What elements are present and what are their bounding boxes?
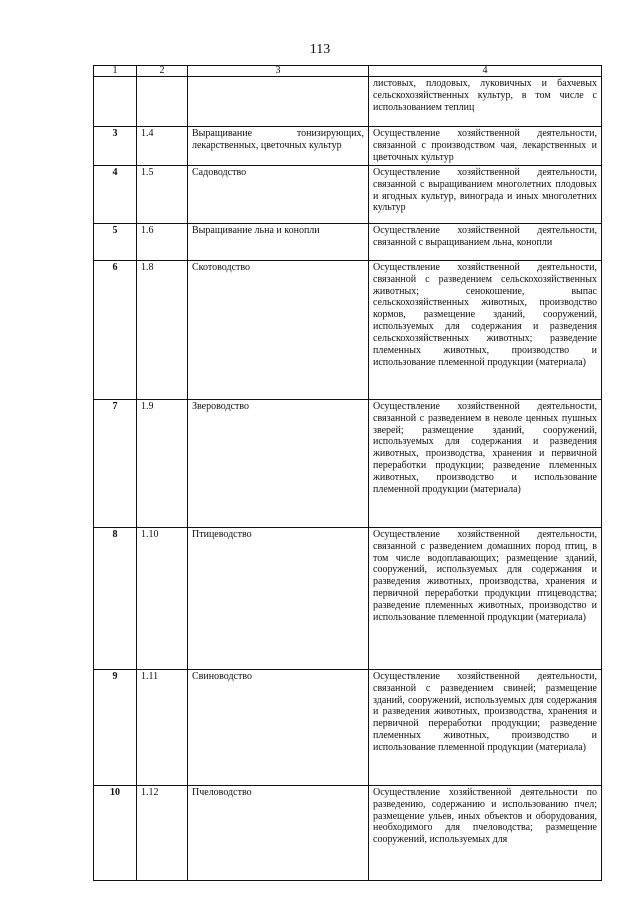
- table-row: [94, 399, 602, 527]
- description-cell: Осуществление хозяйственной деятельности, связанной с разведением сельскохозяйственных животных; сенокошение, выпас сельскохозяйственных животных, производство кормов, размещение зданий, сооружений, используемых для содержания и разведения сельскохозяйственных животных; разведение племенных животных, производство и использование племенной продукции (материала): [369, 260, 602, 399]
- number-cell: 7: [94, 399, 137, 527]
- description-cell: листовых, плодовых, луковичных и бахчевых сельскохозяйственных культур, в том числе с использованием теплиц: [369, 77, 602, 127]
- header-cell: 4: [369, 66, 602, 77]
- number-cell: [94, 77, 137, 127]
- description-cell: Осуществление хозяйственной деятельности, связанной с разведением свиней; размещение зданий, сооружений, используемых для содержания и разведения животных, производства, хранения и первичной переработки продукции; разведение племенных животных, производство и использование племенной продукции (материала): [369, 669, 602, 785]
- name-cell: Птицеводство: [188, 527, 369, 669]
- name-cell: Скотоводство: [188, 260, 369, 399]
- table-header-row: [94, 66, 602, 77]
- table-row: [94, 127, 602, 166]
- code-cell: 1.12: [137, 785, 188, 880]
- table-row: [94, 527, 602, 669]
- description-cell: Осуществление хозяйственной деятельности по разведению, содержанию и использованию пчел; размещение ульев, иных объектов и оборудования, необходимого для пчеловодства; размещение сооружений, используемых для: [369, 785, 602, 880]
- description-cell: Осуществление хозяйственной деятельности, связанной с разведением в неволе ценных пушных зверей; размещение зданий, сооружений, используемых для содержания и разведения животных, производства, хранения и первичной переработки продукции; разведение племенных животных, производство и использование племенной продукции (материала): [369, 399, 602, 527]
- number-cell: 10: [94, 785, 137, 880]
- code-cell: [137, 77, 188, 127]
- number-cell: 9: [94, 669, 137, 785]
- number-cell: 3: [94, 127, 137, 166]
- name-cell: Пчеловодство: [188, 785, 369, 880]
- code-cell: 1.4: [137, 127, 188, 166]
- code-cell: 1.11: [137, 669, 188, 785]
- header-cell: 1: [94, 66, 137, 77]
- code-cell: 1.6: [137, 223, 188, 260]
- page-number: 113: [309, 42, 331, 57]
- header-cell: 3: [188, 66, 369, 77]
- name-cell: Выращивание тонизирующих, лекарственных, цветочных культур: [188, 127, 369, 166]
- number-cell: 6: [94, 260, 137, 399]
- code-cell: 1.5: [137, 165, 188, 223]
- name-cell: [188, 77, 369, 127]
- header-cell: 2: [137, 66, 188, 77]
- name-cell: Звероводство: [188, 399, 369, 527]
- table-row: [94, 669, 602, 785]
- description-cell: Осуществление хозяйственной деятельности, связанной с выращиванием многолетних плодовых и ягодных культур, винограда и иных многолетних культур: [369, 165, 602, 223]
- number-cell: 8: [94, 527, 137, 669]
- description-cell: Осуществление хозяйственной деятельности, связанной с разведением домашних пород птиц, в том числе водоплавающих; размещение зданий, сооружений, используемых для содержания и разведения животных, производства, хранения и первичной переработки продукции птицеводства; разведение племенных животных, производство и использование племенной продукции (материала): [369, 527, 602, 669]
- land-use-table: [93, 65, 602, 881]
- code-cell: 1.9: [137, 399, 188, 527]
- table-row-continuation: [94, 77, 602, 127]
- description-cell: Осуществление хозяйственной деятельности, связанной с выращиванием льна, конопли: [369, 223, 602, 260]
- name-cell: Свиноводство: [188, 669, 369, 785]
- name-cell: Выращивание льна и конопли: [188, 223, 369, 260]
- code-cell: 1.10: [137, 527, 188, 669]
- description-cell: Осуществление хозяйственной деятельности, связанной с производством чая, лекарственных и цветочных культур: [369, 127, 602, 166]
- number-cell: 4: [94, 165, 137, 223]
- table-row: [94, 785, 602, 880]
- name-cell: Садоводство: [188, 165, 369, 223]
- table-row: [94, 223, 602, 260]
- table-row: [94, 260, 602, 399]
- code-cell: 1.8: [137, 260, 188, 399]
- table-row: [94, 165, 602, 223]
- number-cell: 5: [94, 223, 137, 260]
